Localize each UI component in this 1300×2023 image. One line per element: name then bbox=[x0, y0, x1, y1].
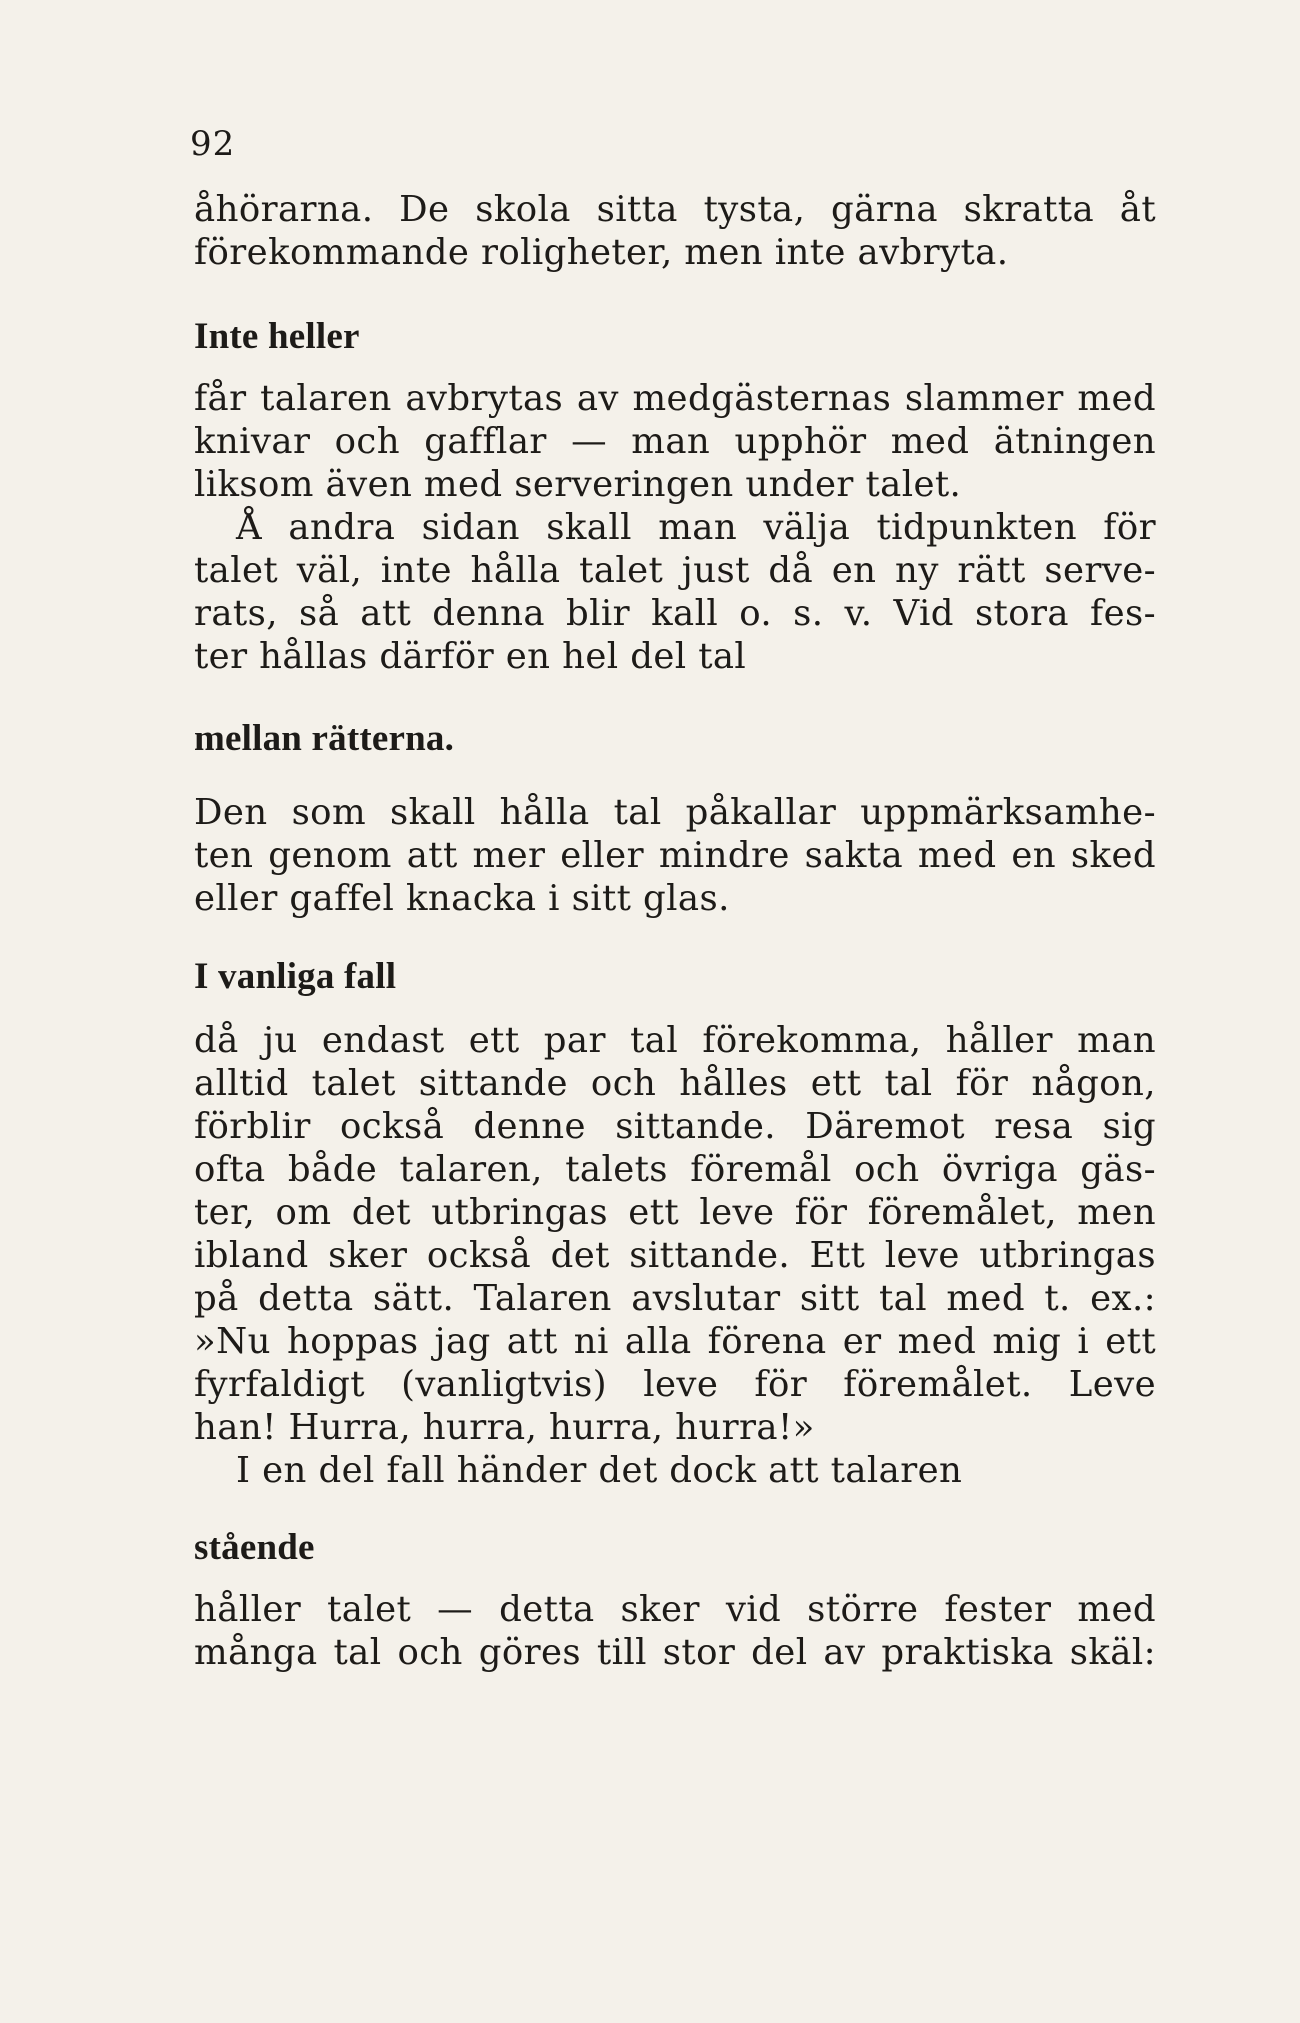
text-line: ter, om det utbringas ett leve för föremålet, men bbox=[194, 1192, 1156, 1233]
text-line: Å andra sidan skall man välja tidpunkten för bbox=[236, 507, 1156, 548]
text-line: då ju endast ett par tal förekomma, håller man bbox=[194, 1020, 1156, 1061]
heading-i-vanliga-fall: I vanliga fall bbox=[194, 956, 397, 997]
text-line: ofta både talaren, talets föremål och övriga gäs- bbox=[194, 1149, 1156, 1190]
paragraph-4 bbox=[194, 1019, 1156, 1492]
text-line: många tal och göres till stor del av praktiska skäl: bbox=[194, 1632, 1156, 1673]
text-line: liksom även med serveringen under talet. bbox=[194, 464, 962, 505]
text-line: I en del fall händer det dock att talaren bbox=[236, 1450, 963, 1491]
text-line: förblir också denne sittande. Däremot resa sig bbox=[194, 1106, 1156, 1147]
paragraph-5 bbox=[194, 1588, 1156, 1674]
text-line: talet väl, inte hålla talet just då en ny rätt serve- bbox=[194, 550, 1156, 591]
text-line: alltid talet sittande och hålles ett tal för någon, bbox=[194, 1063, 1156, 1104]
paragraph-1 bbox=[194, 188, 1156, 274]
text-line: fyrfaldigt (vanligtvis) leve för föremålet. Leve bbox=[194, 1364, 1156, 1405]
paragraph-2 bbox=[194, 377, 1156, 678]
text-line: får talaren avbrytas av medgästernas slammer med bbox=[194, 378, 1156, 419]
text-line: förekommande roligheter, men inte avbryta. bbox=[194, 232, 1009, 273]
text-line: rats, så att denna blir kall o. s. v. Vid stora fes- bbox=[194, 593, 1156, 634]
text-line: »Nu hoppas jag att ni alla förena er med mig i ett bbox=[194, 1321, 1156, 1362]
text-line: eller gaffel knacka i sitt glas. bbox=[194, 878, 730, 919]
text-line: Den som skall hålla tal påkallar uppmärksamhe- bbox=[194, 792, 1156, 833]
heading-inte-heller: Inte heller bbox=[194, 316, 360, 357]
text-line: håller talet — detta sker vid större fester med bbox=[194, 1589, 1156, 1630]
text-line: ten genom att mer eller mindre sakta med en sked bbox=[194, 835, 1156, 876]
text-line: ter hållas därför en hel del tal bbox=[194, 636, 747, 677]
text-line: knivar och gafflar — man upphör med ätningen bbox=[194, 421, 1156, 462]
paragraph-3 bbox=[194, 791, 1156, 920]
text-line: åhörarna. De skola sitta tysta, gärna skratta åt bbox=[194, 189, 1156, 230]
text-line: han! Hurra, hurra, hurra, hurra!» bbox=[194, 1407, 815, 1448]
text-line: på detta sätt. Talaren avslutar sitt tal med t. ex.: bbox=[194, 1278, 1156, 1319]
page-number: 92 bbox=[190, 124, 236, 164]
heading-mellan-ratterna: mellan rätterna. bbox=[194, 718, 455, 759]
text-line: ibland sker också det sittande. Ett leve utbringas bbox=[194, 1235, 1156, 1276]
heading-staende: stående bbox=[194, 1527, 315, 1568]
